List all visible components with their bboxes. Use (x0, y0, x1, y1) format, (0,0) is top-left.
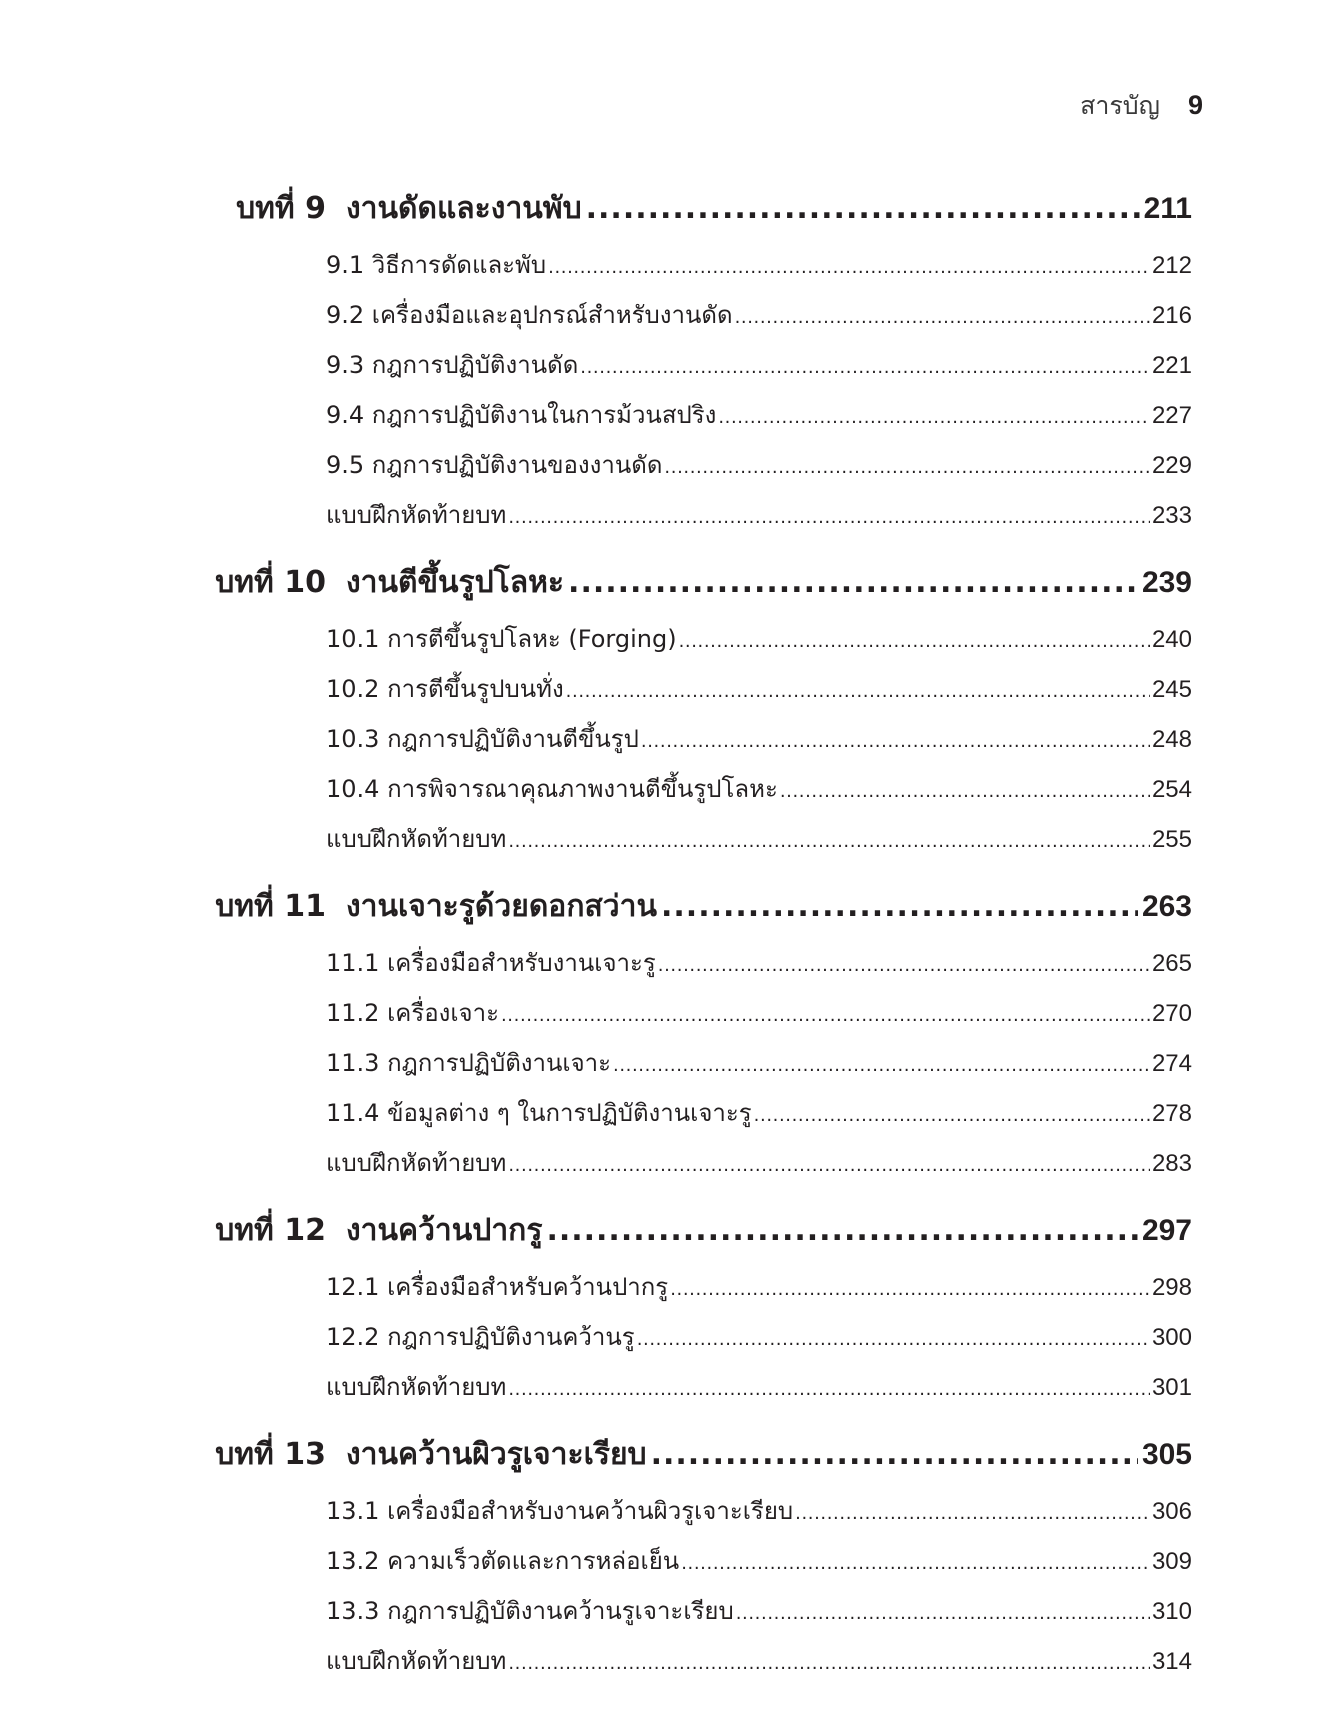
table-of-contents (190, 178, 1192, 1698)
entry-page-number: 265 (1151, 950, 1192, 977)
entry-title: แบบฝึกหัดท้ายบท (326, 501, 507, 529)
chapter-section (190, 1200, 1192, 1412)
page-number: 9 (1187, 90, 1203, 120)
dot-leader (651, 1424, 1138, 1486)
chapter-page-number: 297 (1141, 1214, 1192, 1247)
entry-title: 12.1 เครื่องมือสำหรับคว้านปากรู (326, 1273, 669, 1301)
toc-entry[interactable] (326, 1138, 1192, 1188)
dot-leader (568, 552, 1138, 614)
chapter-section (190, 876, 1192, 1188)
entry-page-number: 254 (1151, 776, 1192, 803)
toc-entry[interactable] (326, 814, 1192, 864)
chapter-heading[interactable] (190, 178, 1192, 240)
dot-leader (580, 343, 1150, 393)
dot-leader (718, 393, 1150, 443)
chapter-title: งานตีขึ้นรูปโลหะ (346, 565, 565, 600)
entry-title: 11.3 กฎการปฏิบัติงานเจาะ (326, 1049, 612, 1077)
dot-leader (508, 493, 1150, 543)
chapter-section (190, 552, 1192, 864)
dot-leader (548, 243, 1150, 293)
toc-entry[interactable] (326, 1536, 1192, 1586)
entry-title: 13.3 กฎการปฏิบัติงานคว้านรูเจาะเรียบ (326, 1597, 734, 1625)
toc-entry[interactable] (326, 988, 1192, 1038)
toc-entry[interactable] (326, 938, 1192, 988)
entry-title: 9.3 กฎการปฏิบัติงานดัด (326, 351, 579, 379)
dot-leader (508, 817, 1150, 867)
chapter-title: งานคว้านผิวรูเจาะเรียบ (346, 1437, 647, 1472)
entry-page-number: 306 (1151, 1498, 1192, 1525)
dot-leader (566, 667, 1150, 717)
entry-page-number: 310 (1151, 1598, 1192, 1625)
dot-leader (546, 1200, 1138, 1262)
toc-entry[interactable] (326, 1636, 1192, 1686)
entry-page-number: 229 (1151, 452, 1192, 479)
toc-entry[interactable] (326, 1586, 1192, 1636)
dot-leader (637, 1315, 1150, 1365)
entry-title: 9.1 วิธีการดัดและพับ (326, 251, 547, 279)
entry-page-number: 227 (1151, 402, 1192, 429)
entry-page-number: 248 (1151, 726, 1192, 753)
entry-title: 10.1 การตีขึ้นรูปโลหะ (Forging) (326, 625, 677, 653)
entry-page-number: 221 (1151, 352, 1192, 379)
entry-page-number: 298 (1151, 1274, 1192, 1301)
chapter-section (190, 178, 1192, 540)
chapter-section (190, 1424, 1192, 1686)
entry-title: 9.5 กฎการปฏิบัติงานของงานดัด (326, 451, 663, 479)
toc-entry[interactable] (326, 1088, 1192, 1138)
chapter-number: บทที่ 9 (236, 191, 326, 226)
entry-title: 11.4 ข้อมูลต่าง ๆ ในการปฏิบัติงานเจาะรู (326, 1099, 752, 1127)
dot-leader (679, 617, 1150, 667)
entry-page-number: 270 (1151, 1000, 1192, 1027)
entry-title: 11.1 เครื่องมือสำหรับงานเจาะรู (326, 949, 656, 977)
entry-title: แบบฝึกหัดท้ายบท (326, 1373, 507, 1401)
toc-entry[interactable] (326, 290, 1192, 340)
entry-page-number: 212 (1151, 252, 1192, 279)
entry-page-number: 301 (1151, 1374, 1192, 1401)
entry-page-number: 274 (1151, 1050, 1192, 1077)
dot-leader (754, 1091, 1150, 1141)
chapter-page-number: 305 (1141, 1438, 1192, 1471)
chapter-heading[interactable] (190, 1424, 1192, 1486)
toc-entry[interactable] (326, 440, 1192, 490)
dot-leader (508, 1639, 1150, 1689)
toc-entry[interactable] (326, 714, 1192, 764)
chapter-number: บทที่ 11 (215, 889, 326, 924)
toc-entry[interactable] (326, 1262, 1192, 1312)
chapter-heading[interactable] (190, 876, 1192, 938)
dot-leader (661, 876, 1138, 938)
entry-page-number: 240 (1151, 626, 1192, 653)
chapter-number: บทที่ 13 (215, 1437, 326, 1472)
chapter-heading[interactable] (190, 1200, 1192, 1262)
toc-entry[interactable] (326, 1038, 1192, 1088)
entry-page-number: 278 (1151, 1100, 1192, 1127)
entry-page-number: 309 (1151, 1548, 1192, 1575)
dot-leader (664, 443, 1150, 493)
dot-leader (681, 1539, 1150, 1589)
dot-leader (795, 1489, 1150, 1539)
toc-entry[interactable] (326, 764, 1192, 814)
dot-leader (735, 293, 1150, 343)
dot-leader (501, 991, 1150, 1041)
toc-entry[interactable] (326, 340, 1192, 390)
chapter-number: บทที่ 12 (215, 1213, 326, 1248)
dot-leader (670, 1265, 1150, 1315)
toc-entry[interactable] (326, 490, 1192, 540)
entry-page-number: 283 (1151, 1150, 1192, 1177)
entry-page-number: 233 (1151, 502, 1192, 529)
toc-entry[interactable] (326, 1312, 1192, 1362)
chapter-title: งานดัดและงานพับ (346, 191, 582, 226)
entry-page-number: 216 (1151, 302, 1192, 329)
dot-leader (508, 1365, 1150, 1415)
entry-title: แบบฝึกหัดท้ายบท (326, 825, 507, 853)
chapter-title: งานคว้านปากรู (346, 1213, 543, 1248)
entry-title: 12.2 กฎการปฏิบัติงานคว้านรู (326, 1323, 635, 1351)
entry-title: 10.3 กฎการปฏิบัติงานตีขึ้นรูป (326, 725, 639, 753)
entry-title: 13.1 เครื่องมือสำหรับงานคว้านผิวรูเจาะเรียบ (326, 1497, 794, 1525)
entry-title: 10.4 การพิจารณาคุณภาพงานตีขึ้นรูปโลหะ (326, 775, 778, 803)
entry-title: 13.2 ความเร็วตัดและการหล่อเย็น (326, 1547, 680, 1575)
toc-entry[interactable] (326, 390, 1192, 440)
entry-title: 9.4 กฎการปฏิบัติงานในการม้วนสปริง (326, 401, 717, 429)
toc-entry[interactable] (326, 1362, 1192, 1412)
chapter-title: งานเจาะรูด้วยดอกสว่าน (346, 889, 657, 924)
entry-title: 9.2 เครื่องมือและอุปกรณ์สำหรับงานดัด (326, 301, 733, 329)
toc-entry[interactable] (326, 664, 1192, 714)
entry-title: แบบฝึกหัดท้ายบท (326, 1647, 507, 1675)
toc-entry[interactable] (326, 240, 1192, 290)
entry-page-number: 255 (1151, 826, 1192, 853)
dot-leader (508, 1141, 1150, 1191)
entry-title: แบบฝึกหัดท้ายบท (326, 1149, 507, 1177)
chapter-number: บทที่ 10 (215, 565, 326, 600)
dot-leader (641, 717, 1150, 767)
chapter-heading[interactable] (190, 552, 1192, 614)
entry-page-number: 300 (1151, 1324, 1192, 1351)
dot-leader (586, 178, 1140, 240)
entry-page-number: 245 (1151, 676, 1192, 703)
dot-leader (780, 767, 1150, 817)
entry-title: 11.2 เครื่องเจาะ (326, 999, 499, 1027)
chapter-page-number: 239 (1141, 566, 1192, 599)
chapter-page-number: 263 (1141, 890, 1192, 923)
dot-leader (736, 1589, 1150, 1639)
running-header (1080, 86, 1203, 126)
section-name: สารบัญ (1080, 91, 1160, 120)
entry-page-number: 314 (1151, 1648, 1192, 1675)
toc-entry[interactable] (326, 614, 1192, 664)
entry-title: 10.2 การตีขึ้นรูปบนทั่ง (326, 675, 564, 703)
toc-entry[interactable] (326, 1486, 1192, 1536)
dot-leader (658, 941, 1150, 991)
dot-leader (613, 1041, 1150, 1091)
chapter-page-number: 211 (1143, 192, 1192, 225)
